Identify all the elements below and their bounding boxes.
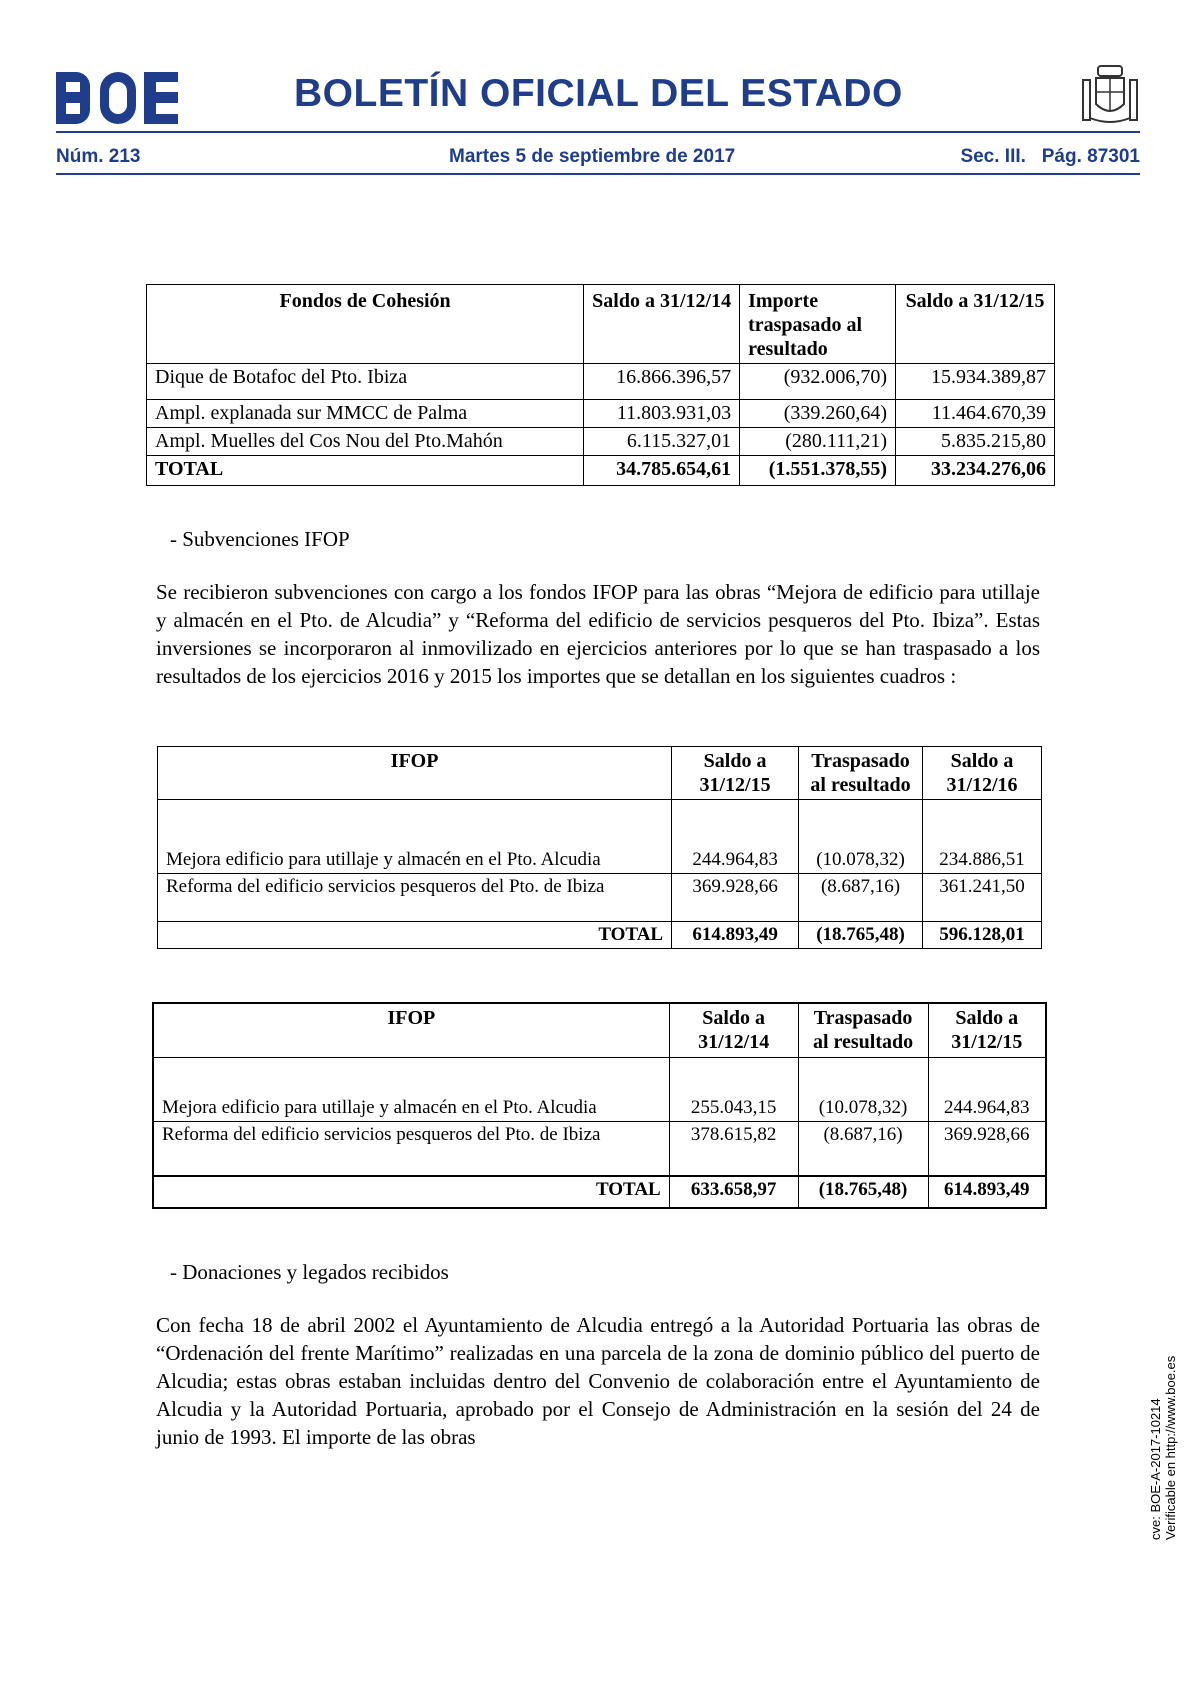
- table-row: Mejora edificio para utillaje y almacén en el Pto. Alcudia 255.043,15 (10.078,32) 244.964,83: [153, 1057, 1046, 1121]
- paragraph-donaciones: Con fecha 18 de abril 2002 el Ayuntamiento de Alcudia entregó a la Autoridad Portuaria las obras de “Ordenación del frente Marítimo” realizadas en una parcela de la zona de dominio público del puerto de Alcudia; estas obras estaban incluidas dentro del Convenio de colaboración entre el Ayuntamiento de Alcudia y la Autoridad Portuaria, aprobado por el Consejo de Administración en la sesión del 24 de junio de 1993. El importe de las obras: [156, 1313, 1040, 1449]
- cve-code: cve: BOE-A-2017-10214: [1148, 1398, 1163, 1540]
- section-page: Sec. III. Pág. 87301: [960, 146, 1140, 167]
- issue-number: Núm. 213: [56, 146, 141, 167]
- table-header: IFOP: [153, 1003, 669, 1057]
- table-header: Saldo a 31/12/16: [923, 747, 1042, 800]
- table-header: Saldo a 31/12/15: [672, 747, 799, 800]
- table-row: Ampl. explanada sur MMCC de Palma 11.803.931,03 (339.260,64) 11.464.670,39: [147, 400, 1055, 428]
- table-row: Reforma del edificio servicios pesqueros del Pto. de Ibiza 378.615,82 (8.687,16) 369.928,66: [153, 1121, 1046, 1176]
- table-total-row: TOTAL 633.658,97 (18.765,48) 614.893,49: [153, 1176, 1046, 1208]
- table-header: Saldo a 31/12/15: [896, 285, 1055, 364]
- ifop-2016-table: [157, 746, 1042, 949]
- table-row: Dique de Botafoc del Pto. Ibiza 16.866.396,57 (932.006,70) 15.934.389,87: [147, 364, 1055, 400]
- coat-of-arms-icon: [1080, 62, 1140, 128]
- page-header: [56, 68, 1140, 176]
- issue-date: Martes 5 de septiembre de 2017: [449, 146, 736, 167]
- table-header: IFOP: [158, 747, 672, 800]
- table-header: Saldo a 31/12/14: [584, 285, 740, 364]
- cohesion-funds-table: [146, 284, 1055, 486]
- table-header: Importe traspasado al resultado: [740, 285, 896, 364]
- table-row: Reforma del edificio servicios pesqueros del Pto. de Ibiza 369.928,66 (8.687,16) 361.241,50: [158, 874, 1042, 922]
- table-header: Saldo a 31/12/15: [928, 1003, 1046, 1057]
- table-header: Traspasado al resultado: [798, 1003, 928, 1057]
- page-title: BOLETÍN OFICIAL DEL ESTADO: [294, 72, 903, 115]
- table-row: Ampl. Muelles del Cos Nou del Pto.Mahón 6.115.327,01 (280.111,21) 5.835.215,80: [147, 428, 1055, 456]
- table-header: Saldo a 31/12/14: [669, 1003, 798, 1057]
- ifop-2015-table: [152, 1002, 1047, 1209]
- table-row: Mejora edificio para utillaje y almacén en el Pto. Alcudia 244.964,83 (10.078,32) 234.886,51: [158, 800, 1042, 874]
- table-header: Fondos de Cohesión: [147, 285, 584, 364]
- table-total-row: TOTAL 614.893,49 (18.765,48) 596.128,01: [158, 922, 1042, 949]
- boe-logo: [56, 72, 178, 124]
- verify-url[interactable]: Verificable en http://www.boe.es: [1163, 1355, 1178, 1540]
- verification-note: [1148, 1356, 1178, 1540]
- table-total-row: TOTAL 34.785.654,61 (1.551.378,55) 33.234.276,06: [147, 456, 1055, 486]
- header-rule-bottom: [56, 173, 1140, 175]
- paragraph-ifop: Se recibieron subvenciones con cargo a los fondos IFOP para las obras “Mejora de edificio para utillaje y almacén en el Pto. de Alcudia” y “Reforma del edificio de servicios pesqueros del Pto. Ibiza”. Estas inversiones se incorporaron al inmovilizado en ejercicios anteriores por lo que se han traspasado a los resultados de los ejercicios 2016 y 2015 los importes que se detallan en los siguientes cuadros :: [156, 580, 1040, 688]
- table-header: Traspasado al resultado: [799, 747, 923, 800]
- header-rule-top: [56, 131, 1140, 133]
- bullet-donaciones: - Donaciones y legados recibidos: [170, 1260, 449, 1284]
- bullet-subvenciones: - Subvenciones IFOP: [170, 527, 350, 551]
